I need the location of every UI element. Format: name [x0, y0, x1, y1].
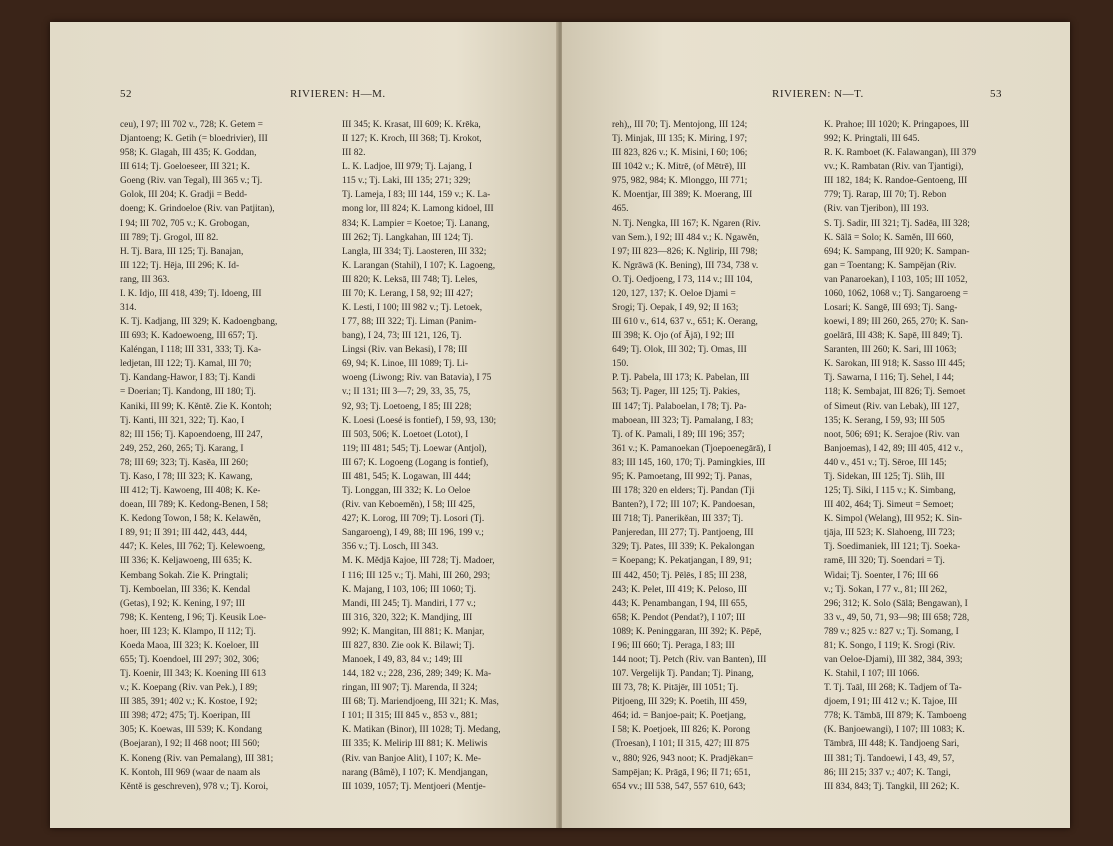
- right-column-2: [824, 118, 1042, 794]
- index-line: K. Stahil, I 107; III 1066.: [824, 669, 920, 680]
- index-line: 107. Vergelijk Tj. Pandan; Tj. Pinang,: [612, 669, 754, 680]
- index-line: 118; K. Sembajat, III 826; Tj. Semoet: [824, 387, 966, 398]
- index-line: (K. Banjoewangi), I 107; III 1083; K.: [824, 725, 965, 736]
- index-line: III 182, 184; K. Randoe-Gentoeng, III: [824, 176, 968, 187]
- index-line: 150.: [612, 359, 629, 370]
- index-line: 144, 182 v.; 228, 236, 289; 349; K. Ma-: [342, 669, 492, 680]
- index-line: maboean, III 323; Tj. Pamalang, I 83;: [612, 415, 754, 426]
- index-line: 1089; K. Peninggaran, III 392; K. Pēpē,: [612, 626, 762, 637]
- index-line: I 58; K. Poetjoek, III 826; K. Porong: [612, 725, 751, 736]
- index-line: tjāja, III 523; K. Slahoeng, III 723;: [824, 528, 955, 539]
- index-line: K. Prahoe; III 1020; K. Pringapoes, III: [824, 120, 970, 130]
- right-column-1: [612, 118, 830, 794]
- index-line: I 94; III 702, 705 v.; K. Grobogan,: [120, 218, 250, 229]
- index-line: III 385, 391; 402 v.; K. Kostoe, I 92;: [120, 697, 258, 708]
- index-line: K. Loesi (Loesé is fontief), I 59, 93, 130;: [342, 415, 497, 426]
- index-line: K. Tj. Kadjang, III 329; K. Kadoengbang,: [120, 317, 278, 328]
- index-line: III 70; K. Lerang, I 58, 92; III 427;: [342, 288, 473, 299]
- index-line: 975, 982, 984; K. Mlonggo, III 771;: [612, 176, 748, 187]
- index-line: III 412; Tj. Kawoeng, III 408; K. Ke-: [120, 486, 261, 497]
- index-line: III 834, 843; Tj. Tangkil, III 262; K.: [824, 781, 960, 792]
- index-line: II 127; K. Kroch, III 368; Tj. Krokot,: [342, 134, 482, 145]
- index-line: 658; K. Pendot (Pendat?), I 107; III: [612, 612, 746, 623]
- index-line: 447; K. Keles, III 762; Tj. Kelewoeng,: [120, 542, 266, 553]
- index-line: Kaniki, III 99; K. Kĕntĕ. Zie K. Kontoh;: [120, 401, 272, 412]
- index-line: Kembang Sokah. Zie K. Pringtali;: [120, 570, 249, 581]
- index-line: K. Larangan (Stahil), I 107; K. Lagoeng,: [342, 260, 496, 271]
- index-line: 86; III 215; 337 v.; 407; K. Tangi,: [824, 767, 951, 778]
- index-line: K. Lesti, I 100; III 982 v.; Tj. Letoek,: [342, 303, 483, 314]
- index-line: (Boejaran), I 92; II 468 noot; III 560;: [120, 739, 260, 750]
- index-line: 115 v.; Tj. Laki, III 135; 271; 329;: [342, 176, 471, 187]
- index-line: III 335; K. Melirip III 881; K. Meliwis: [342, 739, 488, 750]
- index-line: 958; K. Glagah, III 435; K. Goddan,: [120, 148, 257, 159]
- index-line: H. Tj. Bara, III 125; Tj. Banajan,: [120, 246, 244, 257]
- index-line: P. Tj. Pabela, III 173; K. Pabelan, III: [612, 373, 750, 384]
- index-line: 789 v.; 825 v.: 827 v.; Tj. Somang, I: [824, 626, 959, 637]
- index-line: 82; III 156; Tj. Kapoendoeng, III 247,: [120, 429, 263, 440]
- index-line: Tj. Kaso, I 78; III 323; K. Kawang,: [120, 471, 253, 482]
- page-number: 53: [990, 88, 1002, 100]
- index-line: L. K. Ladjoe, III 979; Tj. Lajang, I: [342, 162, 472, 173]
- index-line: (Riv. van Keboemĕn), I 58; III 425,: [342, 500, 475, 511]
- index-line: 92, 93; Tj. Loetoeng, I 85; III 228;: [342, 401, 472, 412]
- index-line: v.; K. Koepang (Riv. van Pek.), I 89;: [120, 683, 258, 694]
- index-line: III 122; Tj. Hēja, III 296; K. Id-: [120, 260, 240, 271]
- index-line: S. Tj. Sadir, III 321; Tj. Sadēa, III 328;: [824, 218, 970, 229]
- index-line: 464; id. = Banjoe-pait; K. Poetjang,: [612, 711, 746, 722]
- index-line: Widai; Tj. Soenter, I 76; III 66: [824, 570, 939, 581]
- index-line: Koeda Maoa, III 323; K. Koeloer, III: [120, 640, 259, 651]
- index-line: v.; Tj. Sokan, I 77 v., 81; III 262,: [824, 584, 948, 595]
- index-line: 125; Tj. Siki, I 115 v.; K. Simbang,: [824, 486, 956, 497]
- index-line: III 693; K. Kadoewoeng, III 657; Tj.: [120, 331, 258, 342]
- index-line: 314.: [120, 303, 137, 314]
- index-line: III 398; K. Ojo (of Ājā), I 92; III: [612, 331, 735, 342]
- index-line: K. Simpol (Welang), III 952; K. Sin-: [824, 514, 963, 525]
- index-line: K. Sālā = Solo; K. Samĕn, III 660,: [824, 232, 954, 243]
- index-line: III 402, 464; Tj. Simeut = Semoet;: [824, 500, 954, 511]
- index-line: III 827, 830. Zie ook K. Bilawi; Tj.: [342, 640, 475, 651]
- index-line: gan = Toentang; K. Sampējan (Riv.: [824, 260, 957, 271]
- index-line: Djantoeng; K. Getih (= bloedrivier), III: [120, 134, 268, 145]
- index-line: III 73, 78; K. Pitājēr, III 1051; Tj.: [612, 683, 739, 694]
- index-line: Tj. Soedimaniek, III 121; Tj. Soeka-: [824, 542, 961, 553]
- left-column-2: [342, 118, 558, 794]
- index-line: I 77, 88; III 322; Tj. Liman (Panim-: [342, 317, 477, 328]
- index-line: 834; K. Lampier = Koetoe; Tj. Lanang,: [342, 218, 490, 229]
- index-line: koewi, I 89; III 260, 265, 270; K. San-: [824, 317, 969, 328]
- index-line: K. Majang, I 103, 106; III 1060; Tj.: [342, 584, 476, 595]
- index-line: 135; K. Serang, I 59, 93; III 505: [824, 415, 945, 426]
- index-line: I 101; II 315; III 845 v., 853 v., 881;: [342, 711, 478, 722]
- index-line: 120, 127, 137; K. Oeloe Djami =: [612, 288, 736, 299]
- index-line: R. K. Ramboet (K. Falawangan), III 379: [824, 148, 977, 159]
- book-spread: [50, 22, 1070, 828]
- index-line: van Panaroekan), I 103, 105; III 1052,: [824, 274, 968, 285]
- index-line: vv.; K. Rambatan (Riv. van Tjantigi),: [824, 162, 964, 173]
- index-line: K. Koneng (Riv. van Pemalang), III 381;: [120, 753, 274, 764]
- index-line: 144 noot; Tj. Petch (Riv. van Banten), III: [612, 654, 767, 665]
- index-line: 798; K. Kenteng, I 96; Tj. Keusik Loe-: [120, 612, 267, 623]
- index-line: Sangaroeng), I 49, 88; III 196, 199 v.;: [342, 528, 484, 539]
- index-line: III 614; Tj. Goeloeseer, III 321; K.: [120, 162, 250, 173]
- index-line: 649; Tj. Olok, III 302; Tj. Omas, III: [612, 345, 747, 356]
- index-line: Langla, III 334; Tj. Laosteren, III 332;: [342, 246, 487, 257]
- index-line: of Simeut (Riv. van Lebak), III 127,: [824, 401, 960, 412]
- index-line: 992; K. Mangitan, III 881; K. Manjar,: [342, 626, 485, 637]
- running-head: RIVIEREN: N—T.: [772, 88, 864, 100]
- index-line: Sampējan; K. Prāgā, I 96; II 71; 651,: [612, 767, 751, 778]
- index-line: 78; III 69; 323; Tj. Kasĕa, III 260;: [120, 457, 249, 468]
- index-line: 329; Tj. Pates, III 339; K. Pekalongan: [612, 542, 755, 553]
- index-line: (Riv. van Tjeribon), III 193.: [824, 204, 929, 215]
- index-line: III 316, 320, 322; K. Mandjing, III: [342, 612, 473, 623]
- index-line: M. K. Mĕdjā Kajoe, III 728; Tj. Madoer,: [342, 556, 495, 567]
- index-line: van Sem.), I 92; III 484 v.; K. Ngawĕn,: [612, 232, 760, 243]
- index-line: III 82.: [342, 148, 366, 159]
- index-line: 779; Tj. Rarap, III 70; Tj. Rebon: [824, 190, 947, 201]
- index-line: III 68; Tj. Mariendjoeng, III 321; K. Mas,: [342, 697, 499, 708]
- index-line: III 1042 v.; K. Mitrē, (of Mētrē), III: [612, 162, 746, 173]
- index-line: III 820; K. Leksā, III 748; Tj. Leles,: [342, 274, 478, 285]
- index-line: N. Tj. Nengka, III 167; K. Ngaren (Riv.: [612, 218, 761, 229]
- index-line: Tj. Sidekan, III 125; Tj. Sĭih, III: [824, 471, 945, 482]
- index-line: Goeng (Riv. van Tegal), III 365 v.; Tj.: [120, 176, 263, 187]
- index-line: K. Kedong Towon, I 58; K. Kelawĕn,: [120, 514, 261, 525]
- index-line: ramē, III 320; Tj. Soendari = Tj.: [824, 556, 945, 567]
- index-line: 443; K. Penambangan, I 94, III 655,: [612, 598, 748, 609]
- index-line: III 262; Tj. Langkahan, III 124; Tj.: [342, 232, 474, 243]
- index-line: K. Ngrāwā (K. Bening), III 734, 738 v.: [612, 260, 759, 271]
- index-line: Banjoemas), I 42, 89; III 405, 412 v.,: [824, 443, 963, 454]
- index-line: doeng; K. Grindoeloe (Riv. van Patjitan),: [120, 204, 275, 215]
- index-line: ringan, III 907; Tj. Marenda, II 324;: [342, 683, 478, 694]
- index-line: 119; III 481; 545; Tj. Loewar (Antjol),: [342, 443, 487, 454]
- index-line: K. Moentjar, III 389; K. Moerang, III: [612, 190, 753, 201]
- right-page: [562, 22, 1070, 828]
- index-line: doean, III 789; K. Kedong-Benen, I 58;: [120, 500, 269, 511]
- index-line: 305; K. Koewas, III 539; K. Kondang: [120, 725, 262, 736]
- left-column-1: [120, 118, 338, 794]
- index-line: 356 v.; Tj. Losch, III 343.: [342, 542, 439, 553]
- index-line: = Doerian; Tj. Kandong, III 180; Tj.: [120, 387, 256, 398]
- index-line: Tj. Kemboelan, III 336; K. Kendal: [120, 584, 251, 595]
- index-line: 563; Tj. Pager, III 125; Tj. Pakies,: [612, 387, 740, 398]
- left-page: [50, 22, 558, 828]
- index-line: woeng (Liwong; Riv. van Batavia), I 75: [342, 373, 492, 384]
- index-line: 1060, 1062, 1068 v.; Tj. Sangaroeng =: [824, 288, 969, 299]
- page-number: 52: [120, 88, 132, 100]
- index-line: djoem, I 91; III 412 v.; K. Tajoe, III: [824, 697, 958, 708]
- index-line: (Riv. van Banjoe Alit), I 107; K. Me-: [342, 753, 481, 764]
- index-line: K. Kontoh, III 969 (waar de naam als: [120, 767, 261, 778]
- index-line: K. Matikan (Binor), III 1028; Tj. Medang,: [342, 725, 501, 736]
- running-head: RIVIEREN: H—M.: [290, 88, 386, 100]
- index-line: Losari; K. Sangē, III 693; Tj. Sang-: [824, 303, 958, 314]
- index-line: Tāmbrā, III 448; K. Tandjoeng Sari,: [824, 739, 960, 750]
- index-line: narang (Bâmĕ), I 107; K. Mendjangan,: [342, 767, 488, 778]
- index-line: Tj. Lameja, I 83; III 144, 159 v.; K. La-: [342, 190, 491, 201]
- index-line: Tj. Minjak, III 135; K. Miring, I 97;: [612, 134, 748, 145]
- index-line: reh),, III 70; Tj. Mentojong, III 124;: [612, 120, 748, 130]
- index-line: Manoek, I 49, 83, 84 v.; 149; III: [342, 654, 463, 665]
- index-line: Tj. Sawarna, I 116; Tj. Sehel, I 44;: [824, 373, 954, 384]
- index-line: 95; K. Pamoetang, III 992; Tj. Panas,: [612, 471, 752, 482]
- index-line: Mandi, III 245; Tj. Mandiri, I 77 v.;: [342, 598, 476, 609]
- index-line: 778; K. Tāmbā, III 879; K. Tamboeng: [824, 711, 967, 722]
- index-line: (Getas), I 92; K. Kening, I 97; III: [120, 598, 245, 609]
- index-line: III 823, 826 v.; K. Misini, I 60; 106;: [612, 148, 748, 159]
- index-line: Banten?), I 72; III 107; K. Pandoesan,: [612, 500, 755, 511]
- index-line: v., 880; 926, 943 noot; K. Pradjēkan=: [612, 753, 754, 764]
- index-line: = Koepang; K. Pekatjangan, I 89, 91;: [612, 556, 752, 567]
- index-line: 81; K. Songo, I 119; K. Srogi (Riv.: [824, 640, 956, 651]
- index-line: Golok, III 204; K. Gradji = Bedd-: [120, 190, 248, 201]
- index-line: goelārā, III 438; K. Sapē, III 849; Tj.: [824, 331, 963, 342]
- index-line: III 336; K. Keljawoeng, III 635; K.: [120, 556, 252, 567]
- index-line: Tj. Kanti, III 321, 322; Tj. Kao, I: [120, 415, 245, 426]
- index-line: III 442, 450; Tj. Pēlēs, I 85; III 238,: [612, 570, 747, 581]
- index-line: K. Sarokan, III 918; K. Sasso III 445;: [824, 359, 966, 370]
- index-line: ledjetan, III 122; Tj. Kamal, III 70;: [120, 359, 252, 370]
- index-line: Kĕntĕ is geschreven), 978 v.; Tj. Koroi,: [120, 781, 269, 792]
- index-line: 992; K. Pringtali, III 645.: [824, 134, 920, 145]
- index-line: 249, 252, 260, 265; Tj. Karang, I: [120, 443, 244, 454]
- index-line: Srogi; Tj. Oepak, I 49, 92; II 163;: [612, 303, 739, 314]
- index-line: I 89, 91; II 391; III 442, 443, 444,: [120, 528, 248, 539]
- index-line: ceu), I 97; III 702 v., 728; K. Getem =: [120, 120, 263, 130]
- index-line: Panjeredan, III 277; Tj. Pantjoeng, III: [612, 528, 754, 539]
- index-line: 69, 94; K. Linoe, III 1089; Tj. Li-: [342, 359, 469, 370]
- index-line: O. Tj. Oedjoeng, I 73, 114 v.; III 104,: [612, 274, 753, 285]
- index-line: Saranten, III 260; K. Sari, III 1063;: [824, 345, 957, 356]
- index-line: noot, 506; 691; K. Serajoe (Riv. van: [824, 429, 960, 440]
- index-line: mong lor, III 824; K. Lamong kidoel, III: [342, 204, 494, 215]
- index-line: III 381; Tj. Tandoewi, I 43, 49, 57,: [824, 753, 955, 764]
- index-line: rang, III 363.: [120, 274, 170, 285]
- index-line: III 503, 506; K. Loetoet (Lotot), I: [342, 429, 469, 440]
- index-line: I 116; III 125 v.; Tj. Mahi, III 260, 293;: [342, 570, 491, 581]
- index-line: 361 v.; K. Pamanoekan (Tjoepoenegārā), I: [612, 443, 772, 454]
- index-line: 465.: [612, 204, 629, 215]
- index-line: Kaléngan, I 118; III 331, 333; Tj. Ka-: [120, 345, 262, 356]
- index-line: 296; 312; K. Solo (Sālā; Bengawan), I: [824, 598, 968, 609]
- index-line: III 718; Tj. Panerikĕan, III 337; Tj.: [612, 514, 744, 525]
- index-line: III 1039, 1057; Tj. Mentjoeri (Mentje-: [342, 781, 486, 792]
- index-line: 654 vv.; III 538, 547, 557 610, 643;: [612, 781, 746, 792]
- index-line: 243; K. Pelet, III 419; K. Peloso, III: [612, 584, 748, 595]
- index-line: III 398; 472; 475; Tj. Koeripan, III: [120, 711, 251, 722]
- index-line: I 97; III 823—826; K. Ngliriр, III 798;: [612, 246, 758, 257]
- index-line: I 96; III 660; Tj. Peraga, I 83; III: [612, 640, 735, 651]
- index-line: 427; K. Lorog, III 709; Tj. Losori (Tj.: [342, 514, 485, 525]
- index-line: III 147; Tj. Palaboelan, I 78; Tj. Pa-: [612, 401, 747, 412]
- index-line: III 67; K. Logoeng (Logang is fontief),: [342, 457, 489, 468]
- index-line: v.; II 131; III 3—7; 29, 33, 35, 75,: [342, 387, 471, 398]
- index-line: Tj. of K. Pamali, I 89; III 196; 357;: [612, 429, 745, 440]
- index-line: hoer, III 123; K. Klampo, II 112; Tj.: [120, 626, 256, 637]
- index-line: III 178; 320 en elders; Tj. Pandan (Tji: [612, 486, 755, 497]
- index-line: Lingsi (Riv. van Bekasi), I 78; III: [342, 345, 468, 356]
- index-line: III 481, 545; K. Logawan, III 444;: [342, 471, 471, 482]
- index-line: (Troesan), I 101; II 315, 427; III 875: [612, 739, 750, 750]
- index-line: III 345; K. Krasat, III 609; K. Krēka,: [342, 120, 481, 130]
- index-line: 33 v., 49, 50, 71, 93—98; III 658; 728,: [824, 612, 970, 623]
- index-line: III 789; Tj. Grogol, III 82.: [120, 232, 219, 243]
- index-line: Tj. Longgan, III 332; K. Lo Oeloe: [342, 486, 471, 497]
- index-line: 655; Tj. Koendoel, III 297; 302, 306;: [120, 654, 260, 665]
- index-line: 83; III 145, 160, 170; Tj. Pamingkies, III: [612, 457, 766, 468]
- index-line: I. K. Idjo, III 418, 439; Tj. Idoeng, III: [120, 288, 262, 299]
- index-line: T. Tj. Taāl, III 268; K. Tadjem of Ta-: [824, 683, 962, 694]
- index-line: Pitjoeng, III 329; K. Poetih, III 459,: [612, 697, 747, 708]
- index-line: 440 v., 451 v.; Tj. Sēroe, III 145;: [824, 457, 947, 468]
- index-line: bang), I 24, 73; III 121, 126, Tj.: [342, 331, 462, 342]
- index-line: van Oeloe-Djami), III 382, 384, 393;: [824, 654, 963, 665]
- index-line: Tj. Koenir, III 343; K. Koening III 613: [120, 669, 266, 680]
- index-line: III 610 v., 614, 637 v., 651; K. Oerang,: [612, 317, 758, 328]
- index-line: Tj. Kandang-Hawor, I 83; Tj. Kandi: [120, 373, 256, 384]
- index-line: 694; K. Sampang, III 920; K. Sampan-: [824, 246, 970, 257]
